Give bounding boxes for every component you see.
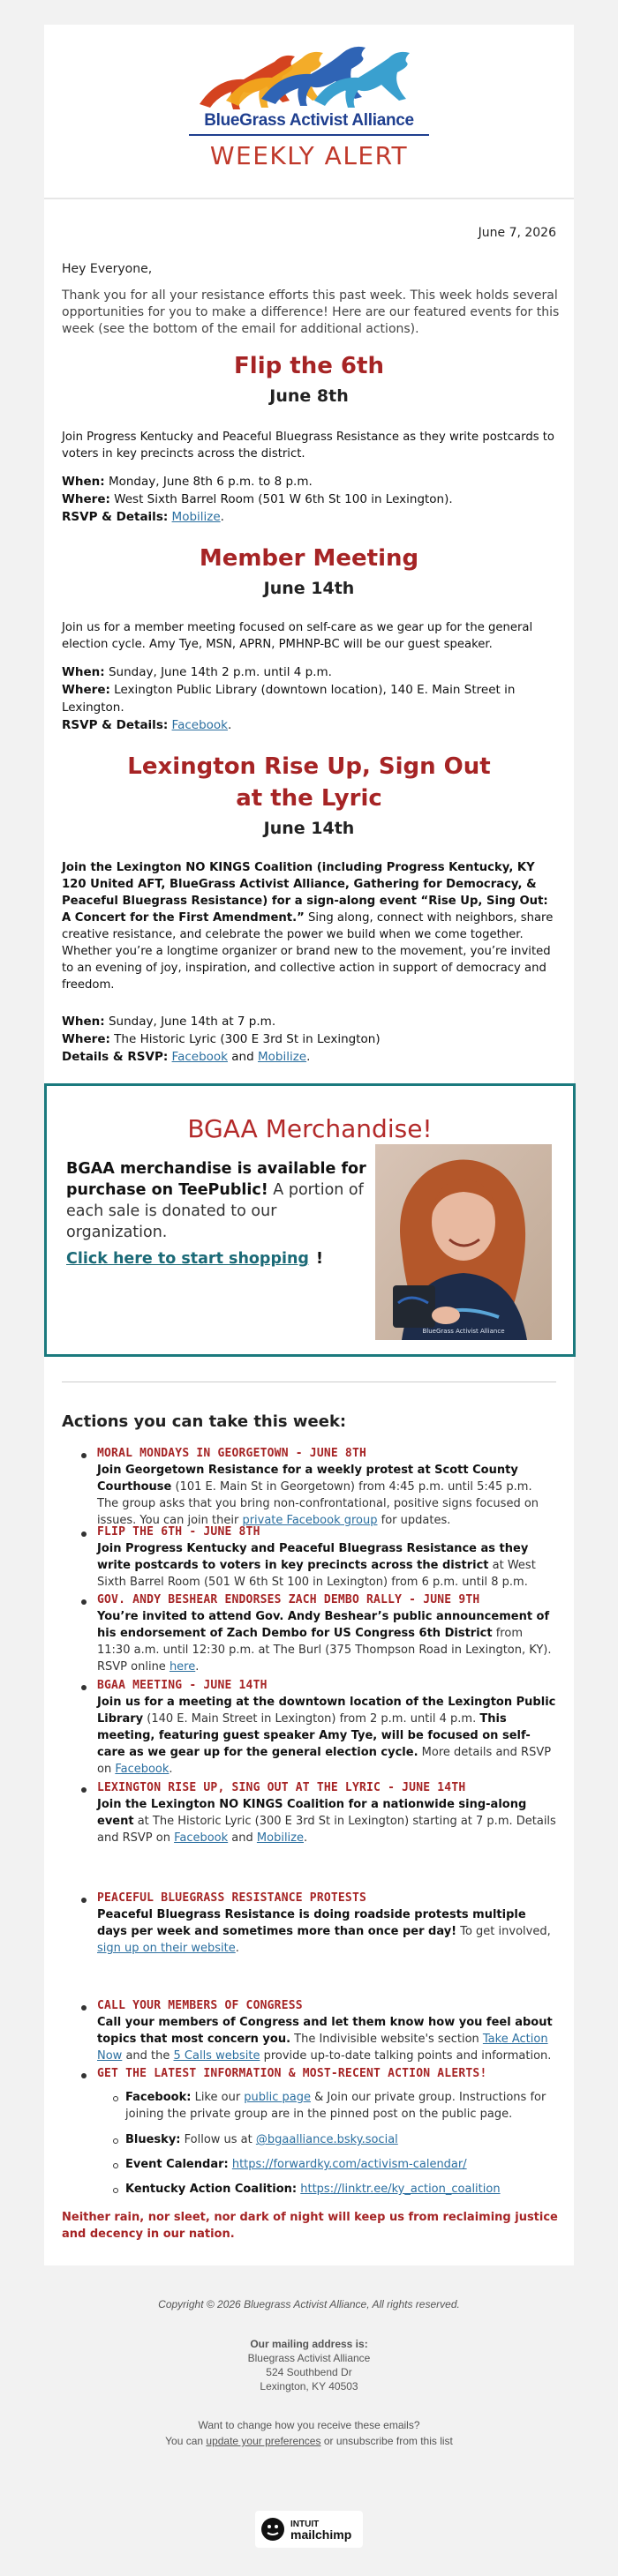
shop-link[interactable]: Click here to start shopping	[66, 1250, 309, 1268]
svg-text:mailchimp: mailchimp	[290, 2527, 352, 2542]
logo-divider	[189, 134, 429, 136]
event-title-line1: Lexington Rise Up, Sign Out	[127, 753, 491, 780]
facebook-link[interactable]: Facebook	[171, 1050, 228, 1064]
when-value: Sunday, June 14th at 7 p.m.	[108, 1015, 276, 1029]
where-value: Lexington Public Library (downtown location), 140 E. Main Street in Lexington.	[62, 683, 516, 715]
rsvp-link[interactable]: Facebook	[171, 718, 228, 732]
action-title: GET THE LATEST INFORMATION & MOST-RECENT ACTION ALERTS!	[97, 2067, 487, 2080]
email-header	[44, 25, 574, 199]
email-date: June 7, 2026	[478, 226, 556, 240]
bullet	[81, 1531, 87, 1537]
sub-item-kac: Kentucky Action Coalition: https://linktr.ee/ky_action_coalition	[125, 2183, 501, 2196]
event-title: Flip the 6th	[234, 353, 384, 379]
facebook-link[interactable]: Facebook	[115, 1763, 170, 1776]
event-title: Member Meeting	[199, 545, 419, 572]
shirt-text: BlueGrass Activist Alliance	[422, 1328, 505, 1335]
action-title: LEXINGTON RISE UP, SING OUT AT THE LYRIC - JUNE 14TH	[97, 1781, 466, 1794]
sub-bullet	[113, 2163, 118, 2168]
merch-rest: A portion of each sale is donated to our organization.	[66, 1181, 364, 1241]
where-value: West Sixth Barrel Room (501 W 6th St 100 in Lexington).	[114, 492, 453, 506]
sub-item-bluesky: Bluesky: Follow us at @bgaalliance.bsky.social	[125, 2133, 398, 2146]
merch-photo	[375, 1144, 552, 1340]
copyright: Copyright © 2026 Bluegrass Activist Alliance, All rights reserved.	[158, 2298, 460, 2310]
action-title: CALL YOUR MEMBERS OF CONGRESS	[97, 1999, 303, 2012]
when-value: Monday, June 8th 6 p.m. to 8 p.m.	[108, 475, 313, 489]
action-bold: Peaceful Bluegrass Resistance is doing roadside protests multiple days per week and sometimes more than once per day!	[97, 1908, 526, 1938]
when-value: Sunday, June 14th 2 p.m. until 4 p.m.	[108, 665, 332, 679]
event-when	[62, 473, 556, 490]
action-title: GOV. ANDY BESHEAR ENDORSES ZACH DEMBO RALLY - JUNE 9TH	[97, 1593, 480, 1606]
kac-link[interactable]: https://linktr.ee/ky_action_coalition	[300, 2183, 501, 2196]
and-text: and	[231, 1050, 254, 1064]
event-intro	[62, 859, 556, 993]
closing-text: Neither rain, nor sleet, nor dark of night will keep us from reclaiming justice and decency in our nation.	[62, 2211, 558, 2241]
action-item	[97, 2065, 556, 2082]
alert-title: WEEKLY ALERT	[209, 141, 409, 170]
action-bold: You’re invited to attend Gov. Andy Beshear’s public announcement of his endorsement of Zach Dembo for US Congress 6th District	[97, 1610, 550, 1640]
action-bold: Join us for a meeting at the downtown location of the Lexington Public Library	[97, 1696, 556, 1726]
bullet	[81, 1685, 87, 1690]
actions-heading: Actions you can take this week:	[62, 1412, 347, 1431]
merch-bold: BGAA merchandise is available for purchase on TeePublic!	[66, 1160, 366, 1199]
event-intro: Join us for a member meeting focused on self-care as we gear up for the general election cycle. Amy Tye, MSN, APRN, PMHNP-BC will be our guest speaker.	[62, 621, 533, 651]
event-intro-bold: Join the Lexington NO KINGS Coalition (including Progress Kentucky, KY 120 United AFT, BlueGrass Activist Alliance, Gathering for Democracy, & Peaceful Bluegrass Resistance) for a sign-along event “Rise Up, Sing Out: A Concert for the First Amendment.”	[62, 861, 548, 925]
action-bold: Join Georgetown Resistance for a weekly protest at Scott County Courthouse	[97, 1464, 518, 1494]
action-title: MORAL MONDAYS IN GEORGETOWN - JUNE 8TH	[97, 1447, 367, 1460]
action-item: LEXINGTON RISE UP, SING OUT AT THE LYRIC - JUNE 14TH Join the Lexington NO KINGS Coalition for a nationwide sing-along event at The Historic Lyric (300 E 3rd St in Lexington) starting at 7 p.m. Details and RSVP on Facebook and Mobilize.	[97, 1781, 556, 1845]
mailchimp-icon	[255, 2511, 363, 2548]
bullet	[81, 1787, 87, 1793]
sub-bullet	[113, 2096, 118, 2101]
event-when	[62, 663, 556, 681]
preferences-line: You can update your preferences or unsubscribe from this list	[165, 2435, 453, 2447]
event-where	[62, 490, 556, 508]
event-when	[62, 1013, 556, 1030]
intro-text: Thank you for all your resistance efforts this past week. This week holds several opportunities for you to make a difference! Here are our featured events for this week (see the bottom of the email for additional actions).	[62, 288, 560, 336]
calendar-link[interactable]: https://forwardky.com/activism-calendar/	[231, 2158, 467, 2171]
bullet	[81, 2073, 87, 2078]
event-date: June 14th	[263, 579, 355, 598]
email-card	[44, 25, 574, 2265]
take-action-link[interactable]: Take Action Now	[97, 2033, 548, 2063]
action-bold: Call your members of Congress and let them know how you feel about topics that most concern you.	[97, 2016, 553, 2046]
bluesky-link[interactable]: @bgaalliance.bsky.social	[255, 2133, 398, 2146]
where-label: Where:	[62, 492, 110, 506]
event-rsvp: Details & RSVP: Facebook and Mobilize.	[62, 1050, 311, 1064]
mailchimp-logo[interactable]	[255, 2511, 363, 2548]
org-name: BlueGrass Activist Alliance	[204, 111, 414, 130]
svg-text:INTUIT: INTUIT	[290, 2520, 320, 2529]
sub-item-facebook: Facebook: Like our public page & Join our private group. Instructions for joining the private group are in the pinned post on the public page.	[125, 2091, 546, 2121]
mailing-label: Our mailing address is:	[250, 2338, 368, 2350]
event-date: June 8th	[269, 386, 349, 406]
when-label: When:	[62, 475, 105, 489]
rsvp-label: Details & RSVP:	[62, 1050, 169, 1064]
mobilize-link[interactable]: Mobilize	[256, 1831, 304, 1845]
action-item: CALL YOUR MEMBERS OF CONGRESS Call your members of Congress and let them know how you feel about topics that most concern you. The Indivisible website's section Take Action Now and the 5 Calls website provide up-to-date talking points and information.	[97, 1999, 553, 2063]
horses-logo-icon	[191, 42, 427, 113]
action-title: FLIP THE 6TH - JUNE 8TH	[97, 1525, 260, 1539]
merch-text	[66, 1158, 366, 1243]
where-label: Where:	[62, 683, 110, 697]
sub-bullet	[113, 2138, 118, 2144]
bullet	[81, 1453, 87, 1458]
bullet	[81, 2005, 87, 2011]
rsvp-label: RSVP & Details:	[62, 718, 169, 732]
action-item: GOV. ANDY BESHEAR ENDORSES ZACH DEMBO RALLY - JUNE 9TH You’re invited to attend Gov. Andy Beshear’s public announcement of his endorsement of Zach Dembo for US Congress 6th District from 11:30 a.m. until 12:30 p.m. at The Burl (375 Thompson Road in Lexington, KY). RSVP online here.	[97, 1593, 552, 1674]
address-line: 524 Southbend Dr	[266, 2366, 352, 2378]
event-rsvp: RSVP & Details: Mobilize.	[62, 510, 224, 524]
event-where	[62, 681, 556, 716]
rsvp-here-link[interactable]: here	[169, 1660, 196, 1674]
address-line: Bluegrass Activist Alliance	[247, 2352, 371, 2364]
when-label: When:	[62, 1015, 105, 1029]
update-preferences-link[interactable]: update your preferences	[206, 2435, 321, 2447]
rsvp-link[interactable]: Mobilize	[171, 510, 221, 524]
action-item: BGAA MEETING - JUNE 14TH Join us for a meeting at the downtown location of the Lexington Public Library (140 E. Main Street in Lexington) from 2 p.m. until 4 p.m. This meeting, featuring guest speaker Amy Tye, will be focused on self-care as we gear up for the general election cycle. More details and RSVP on Facebook.	[97, 1679, 556, 1776]
facebook-group-link[interactable]: private Facebook group	[242, 1514, 378, 1527]
facebook-link[interactable]: Facebook	[174, 1831, 229, 1845]
event-intro-rest: Sing along, connect with neighbors, share creative resistance, and celebrate the power we build when we come together. Whether you’re a longtime organizer or brand new to the movement, you’re invited to an evening of joy, inspiration, and collective action in support of democracy and freedom.	[62, 911, 554, 992]
bullet	[81, 1599, 87, 1605]
action-bold: Join the Lexington NO KINGS Coalition for a nationwide sing-along event	[97, 1798, 527, 1828]
action-item: MORAL MONDAYS IN GEORGETOWN - JUNE 8TH Join Georgetown Resistance for a weekly protest at Scott County Courthouse (101 E. Main St in Georgetown) from 4:45 p.m. until 5:45 p.m. The group asks that you bring non-confrontational, positive signs focused on issues. You can join their private Facebook group for updates.	[97, 1447, 539, 1527]
rsvp-label: RSVP & Details:	[62, 510, 169, 524]
sub-item-calendar: Event Calendar: https://forwardky.com/activism-calendar/	[125, 2158, 467, 2171]
when-label: When:	[62, 665, 105, 679]
signup-link[interactable]: sign up on their website	[97, 1942, 236, 1955]
event-rsvp: RSVP & Details: Facebook.	[62, 718, 232, 732]
bullet	[81, 1898, 87, 1903]
five-calls-link[interactable]: 5 Calls website	[173, 2049, 260, 2063]
greeting: Hey Everyone,	[62, 262, 153, 276]
change-question: Want to change how you receive these emails?	[198, 2419, 420, 2431]
action-title: PEACEFUL BLUEGRASS RESISTANCE PROTESTS	[97, 1891, 367, 1905]
where-label: Where:	[62, 1032, 110, 1046]
event-where	[62, 1030, 556, 1048]
action-item: PEACEFUL BLUEGRASS RESISTANCE PROTESTS Peaceful Bluegrass Resistance is doing roadside protests multiple days per week and sometimes more than once per day! To get involved, sign up on their website.	[97, 1891, 551, 1955]
event-intro: Join Progress Kentucky and Peaceful Bluegrass Resistance as they write postcards to voters in key precincts across the district.	[62, 431, 554, 461]
action-item: FLIP THE 6TH - JUNE 8TH Join Progress Kentucky and Peaceful Bluegrass Resistance as they write postcards to voters in key precincts across the district at West Sixth Barrel Room (501 W 6th St 100 in Lexington) from 6 p.m. until 8 p.m.	[97, 1525, 536, 1589]
action-bold: Join Progress Kentucky and Peaceful Bluegrass Resistance as they write postcards to voters in key precincts across the district	[97, 1542, 529, 1572]
sub-bullet	[113, 2188, 118, 2193]
merch-box: BGAA Merchandise! BGAA merchandise is available for purchase on TeePublic! A portion of each sale is donated to our organization. Click here to start shopping ! BlueGrass Activist Alliance	[44, 1083, 576, 1357]
address-line: Lexington, KY 40503	[260, 2380, 358, 2393]
public-page-link[interactable]: public page	[244, 2091, 312, 2104]
mobilize-link[interactable]: Mobilize	[257, 1050, 307, 1064]
action-title: BGAA MEETING - JUNE 14TH	[97, 1679, 268, 1692]
event-date: June 14th	[263, 819, 355, 838]
event-title-line2: at the Lyric	[236, 785, 382, 812]
merch-title: BGAA Merchandise!	[187, 1114, 433, 1143]
where-value: The Historic Lyric (300 E 3rd St in Lexington)	[114, 1032, 381, 1046]
